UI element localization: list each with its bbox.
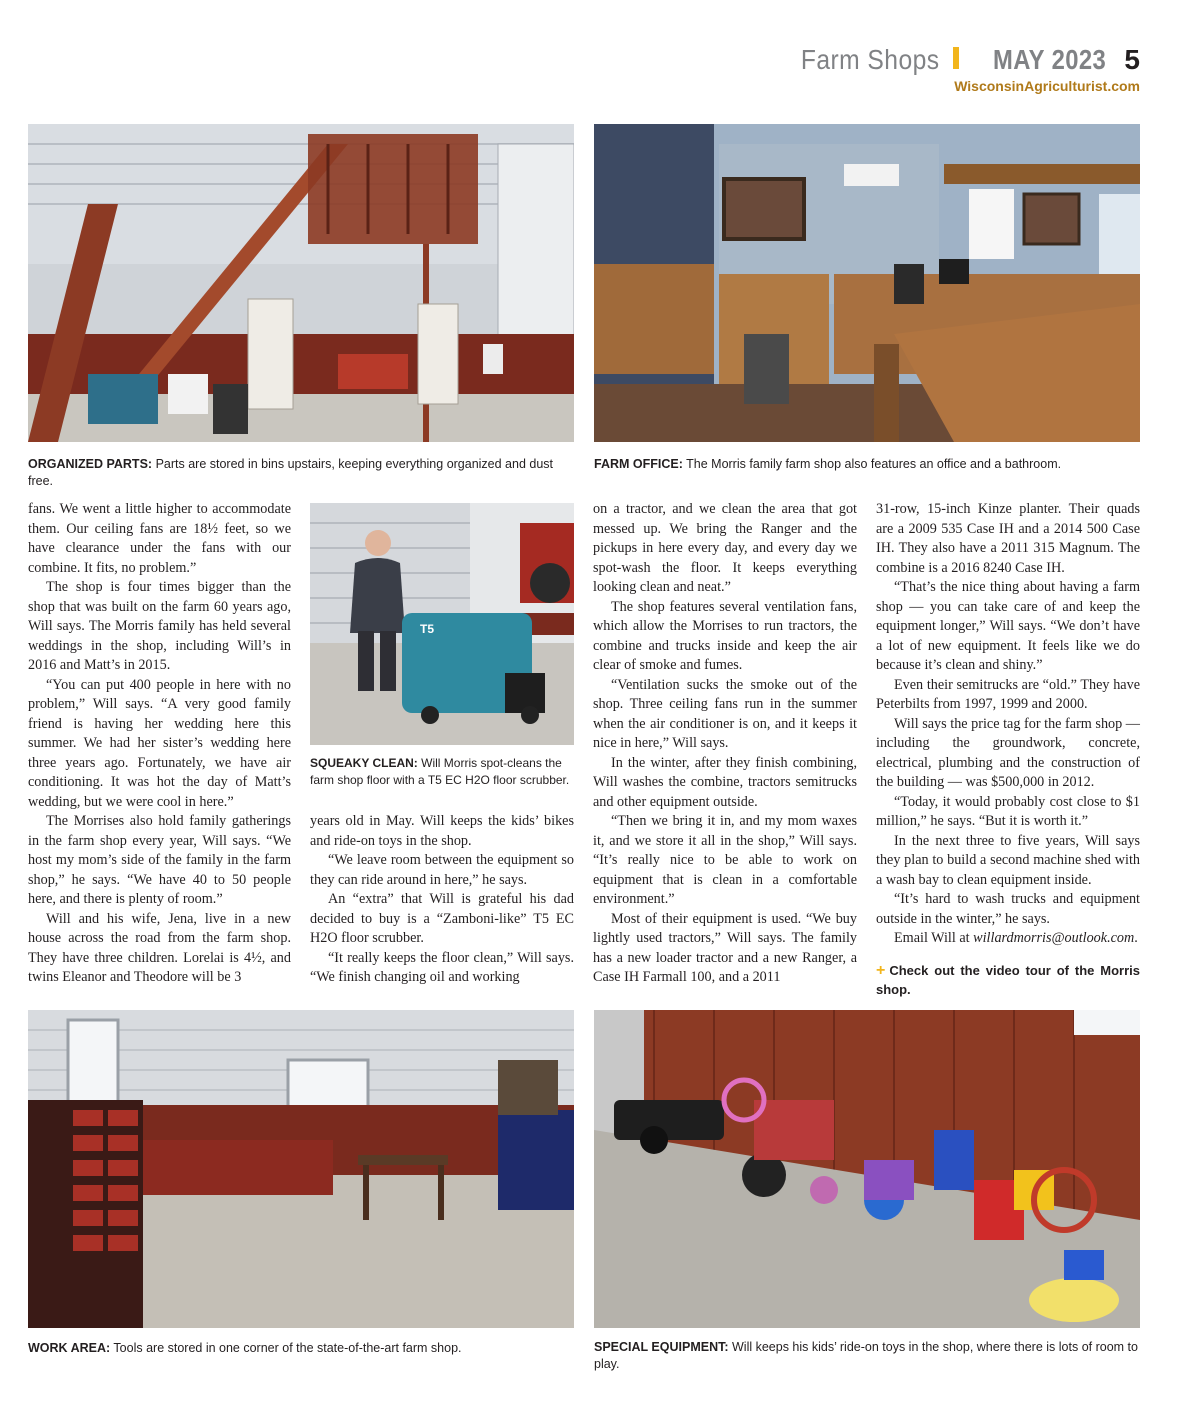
paragraph: The shop is four times bigger than the shop that was built on the farm 60 years ago, Will says. The Morris family has held several weddings in the shop, including Will’s in 2016 and Matt’s in 2015.	[28, 579, 291, 673]
caption-text: Tools are stored in one corner of the state-of-the-art farm shop.	[113, 1341, 462, 1355]
issue-date: MAY 2023	[993, 44, 1107, 75]
special-equipment-photo	[594, 1010, 1140, 1328]
organized-parts-caption	[28, 456, 574, 490]
paragraph: The Morrises also hold family gatherings in the farm shop every year, Will says. “We host my mom’s side of the family in the farm shop,” he says. “We have 40 to 50 people here, and there is plenty of room.”	[28, 813, 291, 907]
email-link[interactable]: willardmorris@outlook.com	[973, 930, 1135, 946]
paragraph: “That’s the nice thing about having a farm shop — you can take care of and keep the equipment longer,” Will says. “We don’t have a lot of new equipment. It feels like we do because it’s clean and shiny.”	[876, 579, 1140, 673]
farm-office-photo	[594, 124, 1140, 442]
organized-parts-photo	[28, 124, 574, 442]
paragraph: “It really keeps the floor clean,” Will says. “We finish changing oil and working	[310, 949, 574, 985]
video-cta-text: Check out the video tour of the Morris shop.	[876, 962, 1140, 997]
caption-text: The Morris family farm shop also features an office and a bathroom.	[686, 457, 1062, 471]
paragraph: Most of their equipment is used. “We buy lightly used tractors,” Will says. The family has a new loader tractor and a new Ranger, a Case IH Farmall 100, and a 2011	[593, 910, 857, 985]
email-suffix: .	[1134, 930, 1138, 946]
work-area-caption	[28, 1340, 574, 1357]
caption-label: WORK AREA:	[28, 1341, 111, 1355]
machine-label: T5	[420, 622, 435, 636]
squeaky-clean-caption	[310, 755, 574, 789]
paragraph: The shop features several ventilation fans, which allow the Morrises to run tractors, the combine and trucks inside and keep the air clear of smoke and fumes.	[593, 598, 857, 673]
video-cta[interactable]	[876, 961, 1140, 1000]
section-title: Farm Shops	[800, 44, 940, 75]
article-column-3	[593, 500, 857, 988]
paragraph: “Today, it would probably cost close to $1 million,” he says. “But it is worth it.”	[876, 793, 1140, 829]
website-url[interactable]: WisconsinAgriculturist.com	[954, 78, 1140, 94]
email-prefix: Email Will at	[894, 930, 970, 946]
farm-office-caption	[594, 456, 1140, 473]
paragraph: Will says the price tag for the farm shop — including the groundwork, concrete, electrical, plumbing and the construction of the building — was $500,000 in 2012.	[876, 715, 1140, 790]
caption-label: ORGANIZED PARTS:	[28, 457, 153, 471]
paragraph: Will and his wife, Jena, live in a new house across the road from the farm shop. They have three children. Lorelai is 4½, and twins Eleanor and Theodore will be 3	[28, 910, 291, 985]
paragraph: “Ventilation sucks the smoke out of the shop. Three ceiling fans run in the summer when the air conditioner is on, and it keeps it nice in here,” Will says.	[593, 676, 857, 751]
plus-icon: +	[876, 961, 886, 979]
work-area-photo	[28, 1010, 574, 1328]
paragraph: years old in May. Will keeps the kids’ bikes and ride-on toys in the shop.	[310, 813, 574, 849]
paragraph: Even their semitrucks are “old.” They have Peterbilts from 1997, 1999 and 2000.	[876, 676, 1140, 712]
article-column-1	[28, 500, 291, 988]
caption-label: SQUEAKY CLEAN:	[310, 756, 418, 770]
paragraph: on a tractor, and we clean the area that got messed up. We bring the Ranger and the pickups in here every day, and every day we spot-wash the floor. It keeps everything looking clean and neat.”	[593, 501, 857, 595]
caption-label: SPECIAL EQUIPMENT:	[594, 1340, 729, 1354]
article-column-4	[876, 500, 1140, 1000]
email-paragraph	[876, 929, 1140, 949]
paragraph: In the winter, after they finish combining, Will washes the combine, tractors semitrucks and other equipment outside.	[593, 754, 857, 810]
caption-text: Will keeps his kids’ ride-on toys in the shop, where there is lots of room to play.	[594, 1340, 1138, 1371]
special-equipment-caption	[594, 1339, 1140, 1373]
page-header	[782, 44, 1140, 94]
paragraph: fans. We went a little higher to accommodate them. Our ceiling fans are 18½ feet, so we have clearance under the fans with our combine. It fits, no problem.”	[28, 501, 291, 576]
paragraph: An “extra” that Will is grateful his dad decided to buy is a “Zamboni-like” T5 EC H2O floor scrubber.	[310, 891, 574, 946]
paragraph: “We leave room between the equipment so they can ride around in here,” he says.	[310, 852, 574, 888]
paragraph: 31-row, 15-inch Kinze planter. Their quads are a 2009 535 Case IH and a 2014 500 Case IH. They also have a 2011 315 Magnum. The combine is a 2016 8240 Case IH.	[876, 501, 1140, 576]
header-line	[782, 44, 1140, 76]
article-column-2	[310, 812, 574, 988]
header-divider	[953, 47, 959, 69]
caption-label: FARM OFFICE:	[594, 457, 683, 471]
paragraph: In the next three to five years, Will says they plan to build a second machine shed with a wash bay to clean equipment inside.	[876, 832, 1140, 888]
caption-text: Will Morris spot-cleans the farm shop floor with a T5 EC H2O floor scrubber.	[310, 756, 570, 787]
page-number: 5	[1124, 44, 1140, 75]
squeaky-clean-photo	[310, 503, 574, 745]
paragraph: “Then we bring it in, and my mom waxes it, and we store it all in the shop,” Will says. “It’s really nice to be able to work on equipment that is clean in a comfortable environment.”	[593, 813, 857, 907]
paragraph: “You can put 400 people in here with no problem,” Will says. “A very good family friend is having her wedding here this summer. We had her sister’s wedding here three years ago. Fortunately, we have air conditioning. It was hot the day of Matt’s wedding, but we were cool in here.”	[28, 676, 291, 810]
caption-text: Parts are stored in bins upstairs, keeping everything organized and dust free.	[28, 457, 554, 488]
paragraph: “It’s hard to wash trucks and equipment outside in the winter,” he says.	[876, 891, 1140, 927]
